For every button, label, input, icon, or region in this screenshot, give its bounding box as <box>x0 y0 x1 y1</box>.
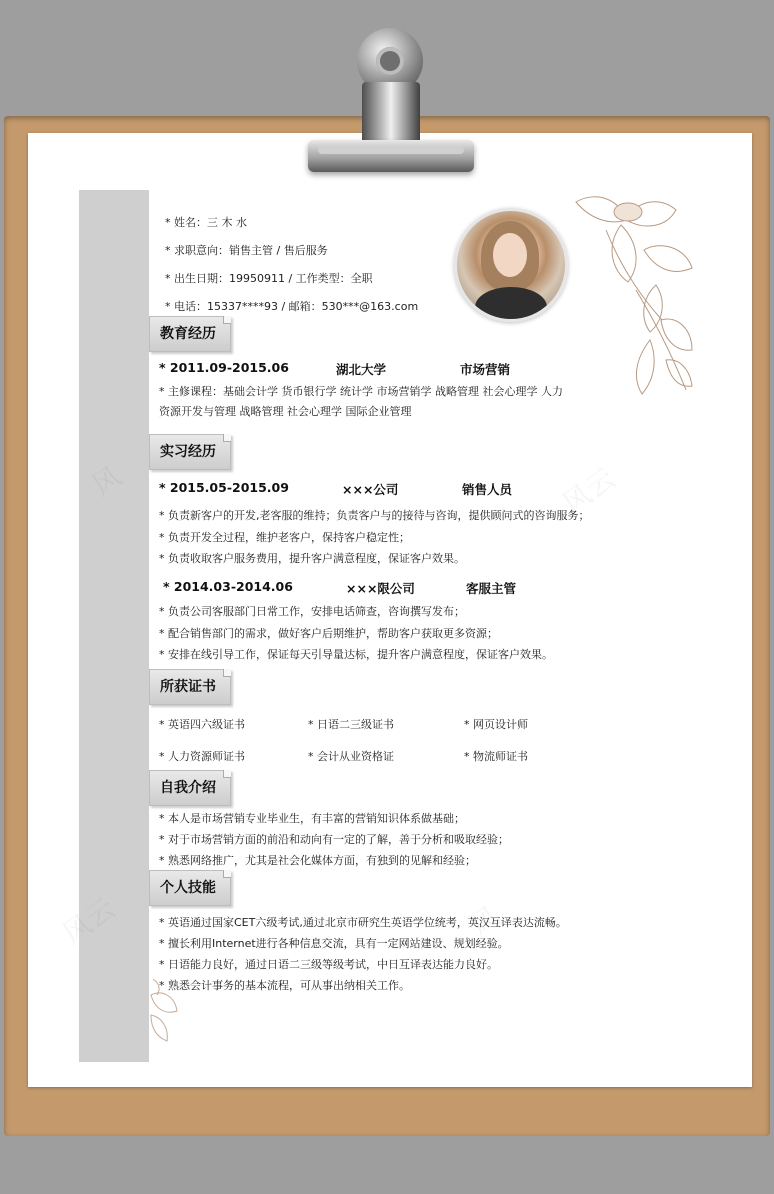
self-intro-line: * 对于市场营销方面的前沿和动向有一定的了解，善于分析和吸取经验； <box>159 833 509 846</box>
education-major: 市场营销 <box>460 362 511 377</box>
section-heading-skills: 个人技能 <box>149 870 231 906</box>
skill-line: * 熟悉会计事务的基本流程，可从事出纳相关工作。 <box>159 979 410 992</box>
job2-company: ×××限公司 <box>346 581 415 596</box>
job2-duty: * 安排在线引导工作，保证每天引导量达标，提升客户满意程度，保证客户效果。 <box>159 648 553 661</box>
avatar <box>454 208 568 322</box>
birth-date-field: * 出生日期：19950911 / 工作类型：全职 <box>165 272 373 285</box>
job1-duty: * 负责收取客户服务费用，提升客户满意程度，保证客户效果。 <box>159 552 465 565</box>
skill-line: * 日语能力良好，通过日语二三级等级考试，中日互译表达能力良好。 <box>159 958 498 971</box>
skill-line: * 擅长利用Internet进行各种信息交流，具有一定网站建设、规划经验。 <box>159 937 509 950</box>
section-heading-certificates: 所获证书 <box>149 669 231 705</box>
section-heading-self-intro: 自我介绍 <box>149 770 231 806</box>
certificate-item: * 物流师证书 <box>464 750 528 763</box>
name-field: * 姓名：三 木 水 <box>165 216 247 229</box>
skill-line: * 英语通过国家CET六级考试,通过北京市研究生英语学位统考，英汉互译表达流畅。 <box>159 916 567 929</box>
contact-field: * 电话：15337****93 / 邮箱：530***@163.com <box>165 300 419 313</box>
left-gray-strip <box>79 190 149 1062</box>
education-courses-cont: 资源开发与管理 战略管理 社会心理学 国际企业管理 <box>159 405 412 418</box>
self-intro-line: * 本人是市场营销专业毕业生，有丰富的营销知识体系做基础； <box>159 812 465 825</box>
job1-period: * 2015.05-2015.09 <box>159 480 289 495</box>
certificate-item: * 网页设计师 <box>464 718 528 731</box>
certificate-item: * 人力资源师证书 <box>159 750 245 763</box>
clip-base <box>308 140 474 172</box>
job1-role: 销售人员 <box>462 482 513 497</box>
job2-period: * 2014.03-2014.06 <box>163 579 293 594</box>
job2-role: 客服主管 <box>466 581 517 596</box>
job1-company: ×××公司 <box>342 482 399 497</box>
flower-decoration-icon <box>566 190 694 396</box>
section-heading-education: 教育经历 <box>149 316 231 352</box>
job1-duty: * 负责开发全过程，维护老客户，保持客户稳定性； <box>159 531 410 544</box>
clip-body <box>362 82 420 146</box>
job-intention-field: * 求职意向：销售主管 / 售后服务 <box>165 244 328 257</box>
job2-duty: * 负责公司客服部门日常工作，安排电话筛查，咨询撰写发布； <box>159 605 465 618</box>
job1-duty: * 负责新客户的开发,老客服的维持；负责客户与的接待与咨询，提供顾问式的咨询服务； <box>159 509 590 522</box>
job2-duty: * 配合销售部门的需求，做好客户后期维护，帮助客户获取更多资源； <box>159 627 498 640</box>
education-courses: * 主修课程：基础会计学 货币银行学 统计学 市场营销学 战略管理 社会心理学 人力 <box>159 385 563 398</box>
education-period: * 2011.09-2015.06 <box>159 360 289 375</box>
self-intro-line: * 熟悉网络推广，尤其是社会化媒体方面，有独到的见解和经验； <box>159 854 476 867</box>
certificate-item: * 日语二三级证书 <box>308 718 394 731</box>
section-heading-internship: 实习经历 <box>149 434 231 470</box>
certificate-item: * 英语四六级证书 <box>159 718 245 731</box>
certificate-item: * 会计从业资格证 <box>308 750 394 763</box>
education-school: 湖北大学 <box>336 362 387 377</box>
